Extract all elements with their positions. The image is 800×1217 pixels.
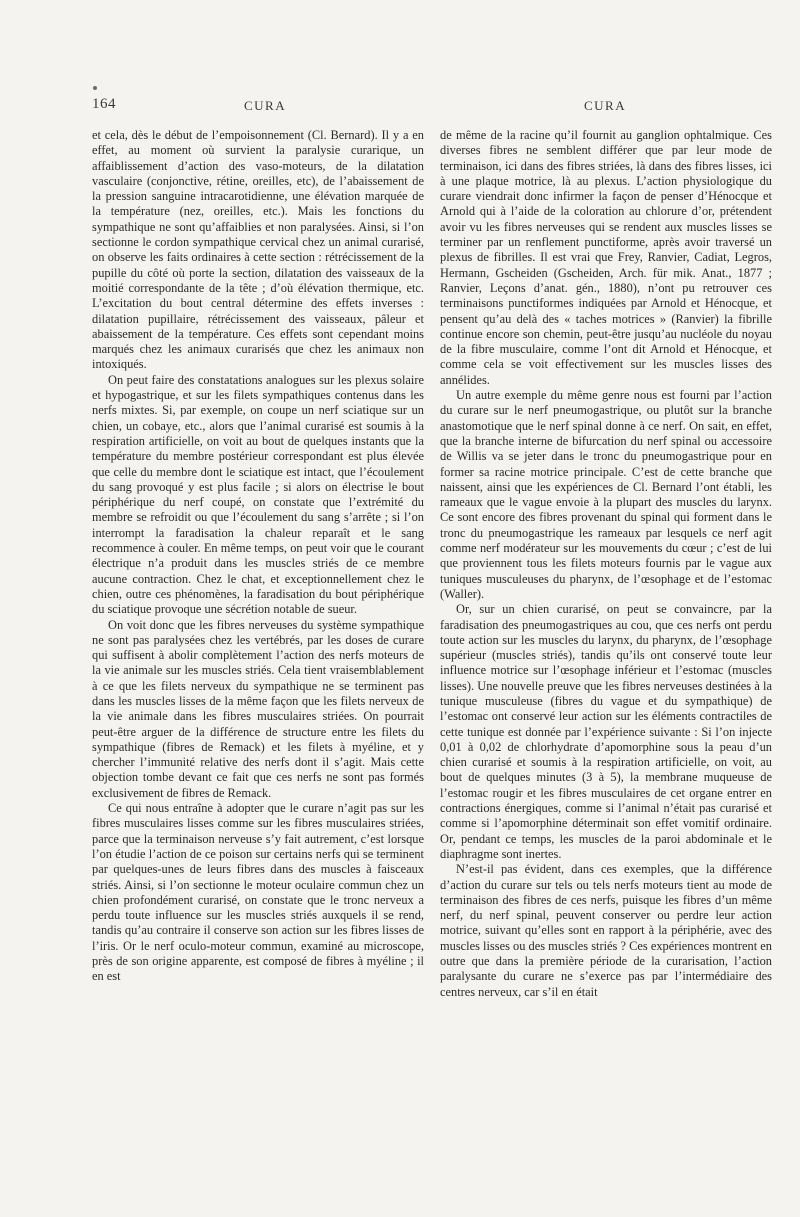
- paragraph: On peut faire des constatations analogues sur les plexus solaire et hypogastrique, et sur les filets sympathiques contenus dans les nerfs mixtes. Si, par exemple, on coupe un nerf sciatique sur un chien, un cobaye, etc., alors que l’animal curarisé est soumis à la respiration artificielle, on voit au bout de quelques instants que la température du membre postérieur correspondant est plus élevée que celle du membre dont le sciatique est intact, que l’écoulement du sang provoqué y est plus facile ; si alors on électrise le bout périphérique du nerf coupé, on constate que l’extrémité du membre se refroidit ou que l’écoulement du sang s’arrête ; si l’on interrompt la faradisation la chaleur reparaît et le sang recommence à couler. En même temps, on peut voir que le courant électrique n’a produit dans les muscles striés de ce membre aucune contraction. Chez le chat, et exceptionnellement chez le chien, outre ces phénomènes, la faradisation du bout périphérique du sciatique provoque une sécrétion notable de sueur.: [92, 372, 424, 617]
- paragraph: N’est-il pas évident, dans ces exemples, que la différence d’action du curare sur tels ou tels nerfs moteurs tient au mode de terminaison des fibres de ces nerfs, puisque les fibres d’un même nerf, du nerf spinal, peuvent conserver ou perdre leur action motrice, suivant qu’elles sont en rapport à la périphérie, avec des muscles lisses ou des muscles striés ? Ces expériences montrent en outre que dans la première période de la curarisation, l’action paralysante du curare ne s’exerce pas par l’intermédiaire des centres nerveux, car s’il en était: [440, 862, 772, 999]
- paragraph: et cela, dès le début de l’empoisonnement (Cl. Bernard). Il y a en effet, au moment où survient la paralysie curarique, un affaiblissement d’action des vaso-moteurs, de la dilatation vasculaire (conjonctive, rétine, oreilles, etc), de l’abaissement de la pression sanguine intracarotidienne, une élévation marquée de la température (nez, oreilles, etc.). Mais les fonctions du sympathique ne sont qu’affaiblies et non paralysées. Ainsi, si l’on sectionne le cordon sympathique cervical chez un animal curarisé, on observe les faits ordinaires à cette section : rétrécissement de la pupille du côté où porte la section, dilatation des vaisseaux de la moitié correspondante de la tête ; d’où élévation thermique, etc. L’excitation du bout central détermine des effets inverses : dilatation pupillaire, rétrécissement des vaisseaux, pâleur et abaissement de la température. Ces effets sont cependant moins marqués chez les animaux curarisés que chez les animaux non intoxiqués.: [92, 128, 424, 372]
- running-head-right: CURA: [584, 98, 627, 113]
- paragraph: de même de la racine qu’il fournit au ganglion ophtalmique. Ces diverses fibres ne semblent différer que par leur mode de terminaison, ici dans des fibres striées, là dans des fibres lisses, ici à une plaque motrice, là au plexus. L’action physiologique du curare viendrait donc infirmer la façon de penser d’Hénocque et Arnold qui à l’aide de la coloration au chlorure d’or, prétendent avoir vu les fibres nerveuses qui se rendent aux muscles lisses se terminer par un renflement punctiforme, après avoir traversé un plexus de fibrilles. Il est vrai que Frey, Ranvier, Cadiat, Legros, Hermann, Gscheiden (Gscheiden, Arch. für mik. Anat., 1877 ; Ranvier, Leçons d’anat. gén., 1880), n’ont pu retrouver ces terminaisons punctiformes indiquées par Arnold et Hénocque, et pensent qu’au delà des « taches motrices » (Ranvier) la fibrille continue encore son chemin, peut-être jusqu’au nucléole du noyau de la fibre musculaire, comme l’ont dit Arnold et Hénocque, et comme cela se voit effectivement sur les muscles lisses des annélides.: [440, 128, 772, 387]
- paragraph: On voit donc que les fibres nerveuses du système sympathique ne sont pas paralysées chez les vertébrés, par les doses de curare qui suffisent à abolir complètement l’action des nerfs moteurs de la vie animale sur les muscles striés. Cela tient vraisemblablement à ce que les filets nerveux du sympathique ne se terminent pas dans les muscles lisses de la même façon que les filets nerveux de la vie animale dans les fibres musculaires striées. On pourrait peut-être arguer de la différence de structure entre les filets du sympathique (fibres de Remack) et les filets à myéline, et y chercher l’immunité relative des nerfs dont il s’agit. Mais cette objection tombe devant ce fait que ces nerfs ne sont pas formés exclusivement de fibres de Remack.: [92, 617, 424, 800]
- running-head-left: CURA: [244, 98, 287, 113]
- paragraph: Or, sur un chien curarisé, on peut se convaincre, par la faradisation des pneumogastriques au cou, que ces nerfs ont perdu toute action sur les muscles du larynx, du pharynx, de l’œsophage supérieur (muscles striés), tandis qu’ils ont conservé toute leur influence motrice sur l’œsophage inférieur et l’estomac (muscles lisses). Une nouvelle preuve que les fibres nerveuses destinées à la tunique musculeuse (fibres du vague et du sympathique) de l’estomac ont conservé leur action sur les éléments contractiles de cette tunique est donnée par l’expérience suivante : Si l’on injecte 0,01 à 0,02 de chlorhydrate d’apomorphine sous la peau d’un chien curarisé et soumis à la respiration artificielle, on voit, au bout de quelques minutes (3 à 5), la membrane muqueuse de l’estomac rougir et les fibres musculaires de cet organe entrer en contractions énergiques, comme si l’animal n’était pas curarisé et comme si l’apomorphine déterminait son effet vomitif ordinaire. Or, pendant ce temps, les muscles de la paroi abdominale et le diaphragme sont inertes.: [440, 602, 772, 861]
- paragraph: Ce qui nous entraîne à adopter que le curare n’agit pas sur les fibres musculaires lisses comme sur les fibres musculaires striées, parce que la terminaison nerveuse s’y fait autrement, c’est lorsque l’on étudie l’action de ce poison sur certains nerfs qui se terminent par quelques-unes de leurs fibres dans des muscles à faisceaux striés. Ainsi, si l’on sectionne le moteur oculaire commun chez un chien profondément curarisé, on constate que le tronc nerveux a perdu toute influence sur les muscles striés auxquels il se rend, tandis qu’au contraire il conserve son action sur les fibres lisses de l’iris. Or le nerf oculo-moteur commun, examiné au microscope, près de son origine apparente, est composé de fibres à myéline ; il en est: [92, 801, 424, 984]
- page-number: 164: [92, 96, 116, 112]
- print-speck: [93, 86, 97, 90]
- left-column: [92, 128, 424, 985]
- page-header: [92, 92, 770, 116]
- right-column: [440, 128, 772, 1000]
- paragraph: Un autre exemple du même genre nous est fourni par l’action du curare sur le nerf pneumogastrique, ou plutôt sur la branche anastomotique que le nerf spinal donne à ce nerf. On sait, en effet, que la branche interne de bifurcation du nerf spinal ou accessoire de Willis va se jeter dans le tronc du pneumogastrique pour en former sa racine motrice principale. C’est de cette branche que naissent, ainsi que les expériences de Cl. Bernard l’ont établi, les rameaux que le vague envoie à la plupart des muscles du larynx. Ce sont encore des fibres provenant du spinal qui forment dans le tronc du pneumogastrique les rameaux par lesquels ce nerf agit comme nerf modérateur sur les mouvements du cœur ; c’est de lui que proviennent tous les filets moteurs fournis par le vague aux tuniques musculeuses du pharynx, de l’œsophage et de l’estomac (Waller).: [440, 388, 772, 601]
